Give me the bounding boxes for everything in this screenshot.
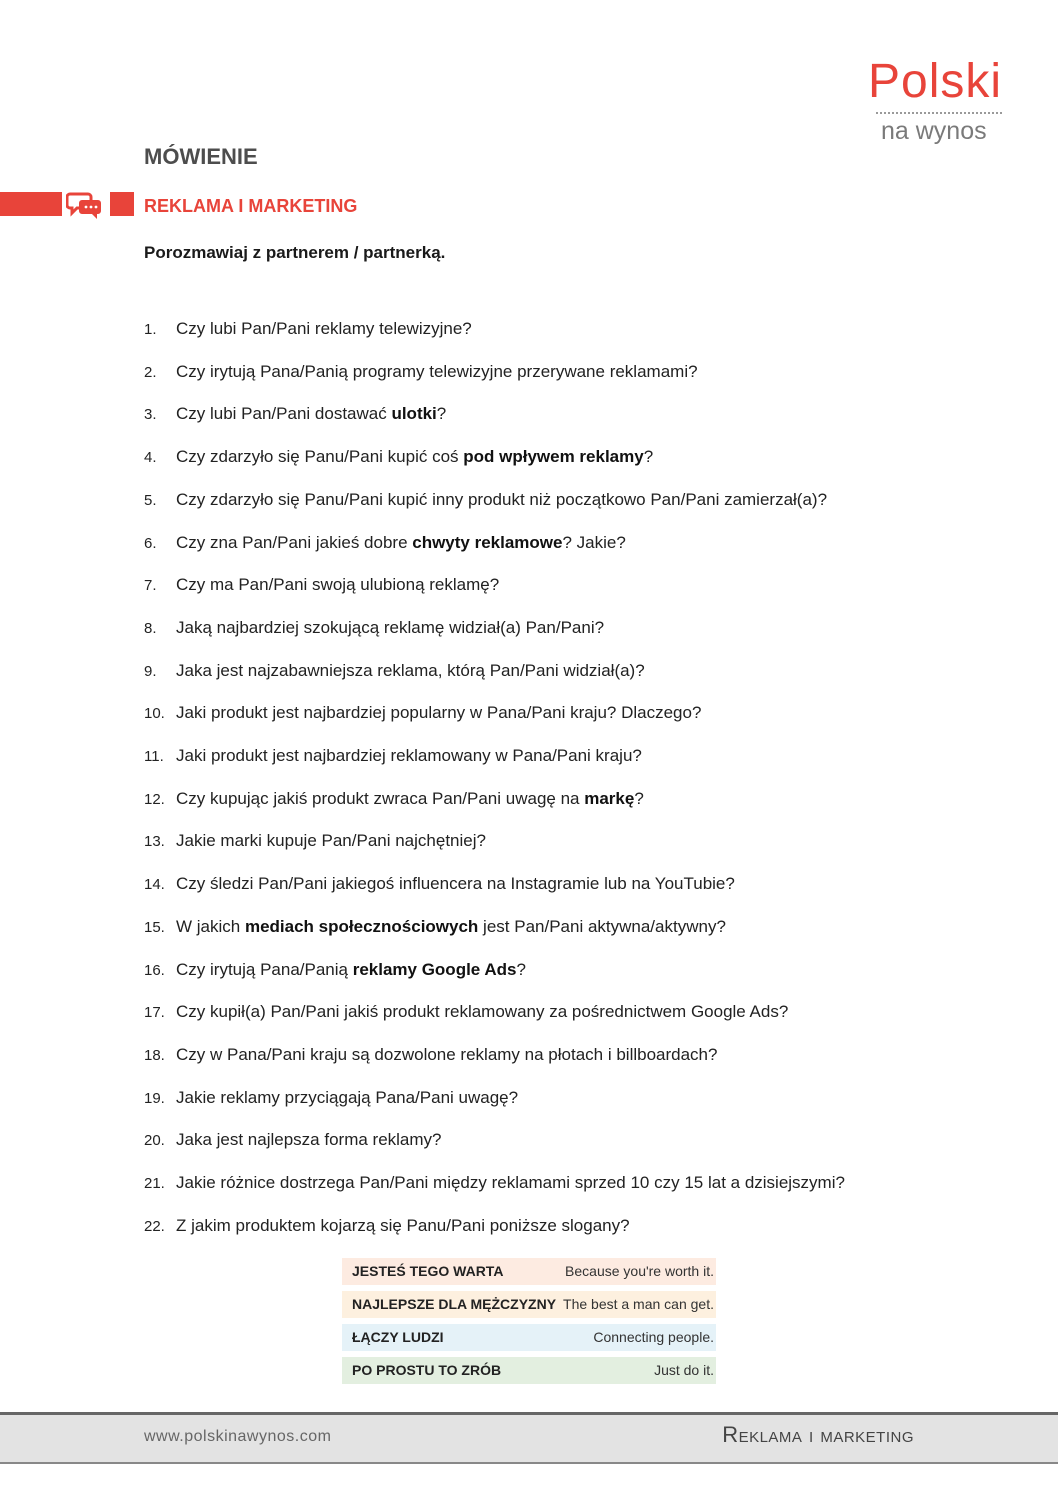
question-text: Czy irytują Pana/Panią xyxy=(176,959,353,979)
question-keyword: markę xyxy=(584,788,635,808)
question-text: Czy kupując jakiś produkt zwraca Pan/Pani uwagę na xyxy=(176,788,585,808)
question-number: 5. xyxy=(144,491,157,509)
question-keyword: pod wpływem reklamy xyxy=(463,447,644,467)
question-item xyxy=(144,1214,630,1238)
question-item xyxy=(144,659,645,683)
speech-bubbles-icon xyxy=(66,189,104,219)
question-item xyxy=(144,1086,518,1110)
question-number: 17. xyxy=(144,1004,165,1022)
slogan-polish: PO PROSTU TO ZRÓB xyxy=(352,1362,502,1378)
question-item xyxy=(144,701,701,725)
question-item xyxy=(144,531,626,555)
question-item xyxy=(144,1043,717,1067)
slogan-english: Just do it. xyxy=(654,1362,714,1378)
slogan-polish: NAJLEPSZE DLA MĘŻCZYZNY xyxy=(352,1296,557,1312)
question-item xyxy=(144,488,827,512)
question-number: 14. xyxy=(144,876,165,894)
question-number: 16. xyxy=(144,961,165,979)
question-text: Jaki produkt jest najbardziej reklamowany w Pana/Pani kraju? xyxy=(176,746,642,765)
question-keyword: chwyty reklamowe xyxy=(412,532,563,552)
question-text: Czy irytują Pana/Panią programy telewizyjne przerywane reklamami? xyxy=(176,361,698,381)
question-number: 2. xyxy=(144,363,157,381)
slogan-english: The best a man can get. xyxy=(563,1296,714,1312)
question-text: ? xyxy=(436,404,447,424)
question-item xyxy=(144,958,526,982)
question-text: Jaki produkt jest najbardziej popularny w Pana/Pani kraju? Dlaczego? xyxy=(176,703,702,723)
logo-sub-text: na wynos xyxy=(881,117,987,145)
question-text: ? xyxy=(516,959,526,979)
question-number: 3. xyxy=(144,406,157,424)
slogan-polish: JESTEŚ TEGO WARTA xyxy=(352,1263,504,1279)
slogan-row xyxy=(342,1324,716,1351)
question-item xyxy=(144,1128,442,1152)
question-number: 7. xyxy=(144,577,157,595)
section-title: MÓWIENIE xyxy=(144,144,258,169)
section-subtitle: REKLAMA I MARKETING xyxy=(144,196,358,216)
question-item xyxy=(144,1171,845,1195)
question-text: Czy śledzi Pan/Pani jakiegoś influencera na Instagramie lub na YouTubie? xyxy=(176,874,735,894)
footer-url: www.polskinawynos.com xyxy=(144,1428,332,1445)
question-number: 21. xyxy=(144,1175,165,1192)
question-text: Z jakim produktem kojarzą się Panu/Pani poniższe slogany? xyxy=(176,1215,630,1235)
question-number: 18. xyxy=(144,1046,165,1064)
question-number: 11. xyxy=(144,748,164,765)
question-keyword: mediach społecznościowych xyxy=(244,916,479,936)
question-item xyxy=(144,616,604,640)
question-text: Jakie reklamy przyciągają Pana/Pani uwagę? xyxy=(176,1087,519,1107)
question-item xyxy=(144,787,644,811)
question-text: ? xyxy=(634,788,644,808)
question-text: Czy lubi Pan/Pani reklamy telewizyjne? xyxy=(176,319,472,338)
footer-divider-bottom xyxy=(0,1462,1058,1464)
logo-main-text: Polski xyxy=(868,55,1003,108)
question-number: 12. xyxy=(144,790,165,808)
slogan-row xyxy=(342,1291,716,1318)
question-keyword: reklamy Google Ads xyxy=(352,959,517,979)
question-item xyxy=(144,829,486,853)
question-item xyxy=(144,445,653,469)
question-item xyxy=(144,573,499,597)
question-number: 4. xyxy=(144,449,157,467)
question-text: Jaką najbardziej szokującą reklamę widział(a) Pan/Pani? xyxy=(176,617,605,637)
question-text: Jaka jest najzabawniejsza reklama, którą Pan/Pani widział(a)? xyxy=(176,660,645,680)
logo-divider xyxy=(876,112,1002,114)
question-item xyxy=(144,915,726,939)
question-text: W jakich xyxy=(176,916,245,936)
slogan-polish: ŁĄCZY LUDZI xyxy=(352,1329,444,1345)
question-number: 19. xyxy=(144,1089,165,1107)
question-number: 1. xyxy=(144,321,157,338)
question-text: ? xyxy=(643,447,654,467)
question-text: Czy w Pana/Pani kraju są dozwolone reklamy na płotach i billboardach? xyxy=(176,1044,718,1064)
question-item xyxy=(144,317,472,341)
slogan-row xyxy=(342,1357,716,1384)
question-number: 8. xyxy=(144,619,157,637)
question-number: 22. xyxy=(144,1217,165,1235)
question-item xyxy=(144,1000,788,1024)
question-number: 20. xyxy=(144,1132,165,1150)
question-number: 10. xyxy=(144,705,165,723)
slogan-row xyxy=(342,1258,716,1285)
question-text: Jakie marki kupuje Pan/Pani najchętniej? xyxy=(176,831,486,851)
question-text: Czy zdarzyło się Panu/Pani kupić inny produkt niż początkowo Pan/Pani zamierzał(a)? xyxy=(176,489,828,509)
question-item xyxy=(144,872,735,896)
question-text: Czy kupił(a) Pan/Pani jakiś produkt reklamowany za pośrednictwem Google Ads? xyxy=(176,1002,789,1022)
question-number: 6. xyxy=(144,534,157,552)
slogan-english: Connecting people. xyxy=(593,1329,714,1345)
question-text: Jaka jest najlepsza forma reklamy? xyxy=(176,1130,442,1150)
accent-bar-mid xyxy=(110,192,134,216)
question-item xyxy=(144,360,698,384)
instruction: Porozmawiaj z partnerem / partnerką. xyxy=(144,243,446,262)
question-text: Jakie różnice dostrzega Pan/Pani między reklamami sprzed 10 czy 15 lat a dzisiejszymi? xyxy=(176,1173,845,1192)
question-text: Czy zna Pan/Pani jakieś dobre xyxy=(176,532,413,552)
question-text: Czy zdarzyło się Panu/Pani kupić coś xyxy=(176,447,464,467)
question-number: 9. xyxy=(144,662,157,680)
question-text: jest Pan/Pani aktywna/aktywny? xyxy=(478,916,726,936)
slogan-english: Because you're worth it. xyxy=(565,1263,714,1279)
footer-title: Reklama i marketing xyxy=(722,1422,914,1447)
question-text: Czy lubi Pan/Pani dostawać xyxy=(176,404,392,424)
question-number: 15. xyxy=(144,918,165,936)
question-item xyxy=(144,744,642,768)
question-number: 13. xyxy=(144,833,165,851)
question-keyword: ulotki xyxy=(391,404,437,424)
question-text: Czy ma Pan/Pani swoją ulubioną reklamę? xyxy=(176,575,500,595)
accent-bar-left xyxy=(0,192,62,216)
question-text: ? Jakie? xyxy=(562,532,626,552)
question-item xyxy=(144,402,446,426)
